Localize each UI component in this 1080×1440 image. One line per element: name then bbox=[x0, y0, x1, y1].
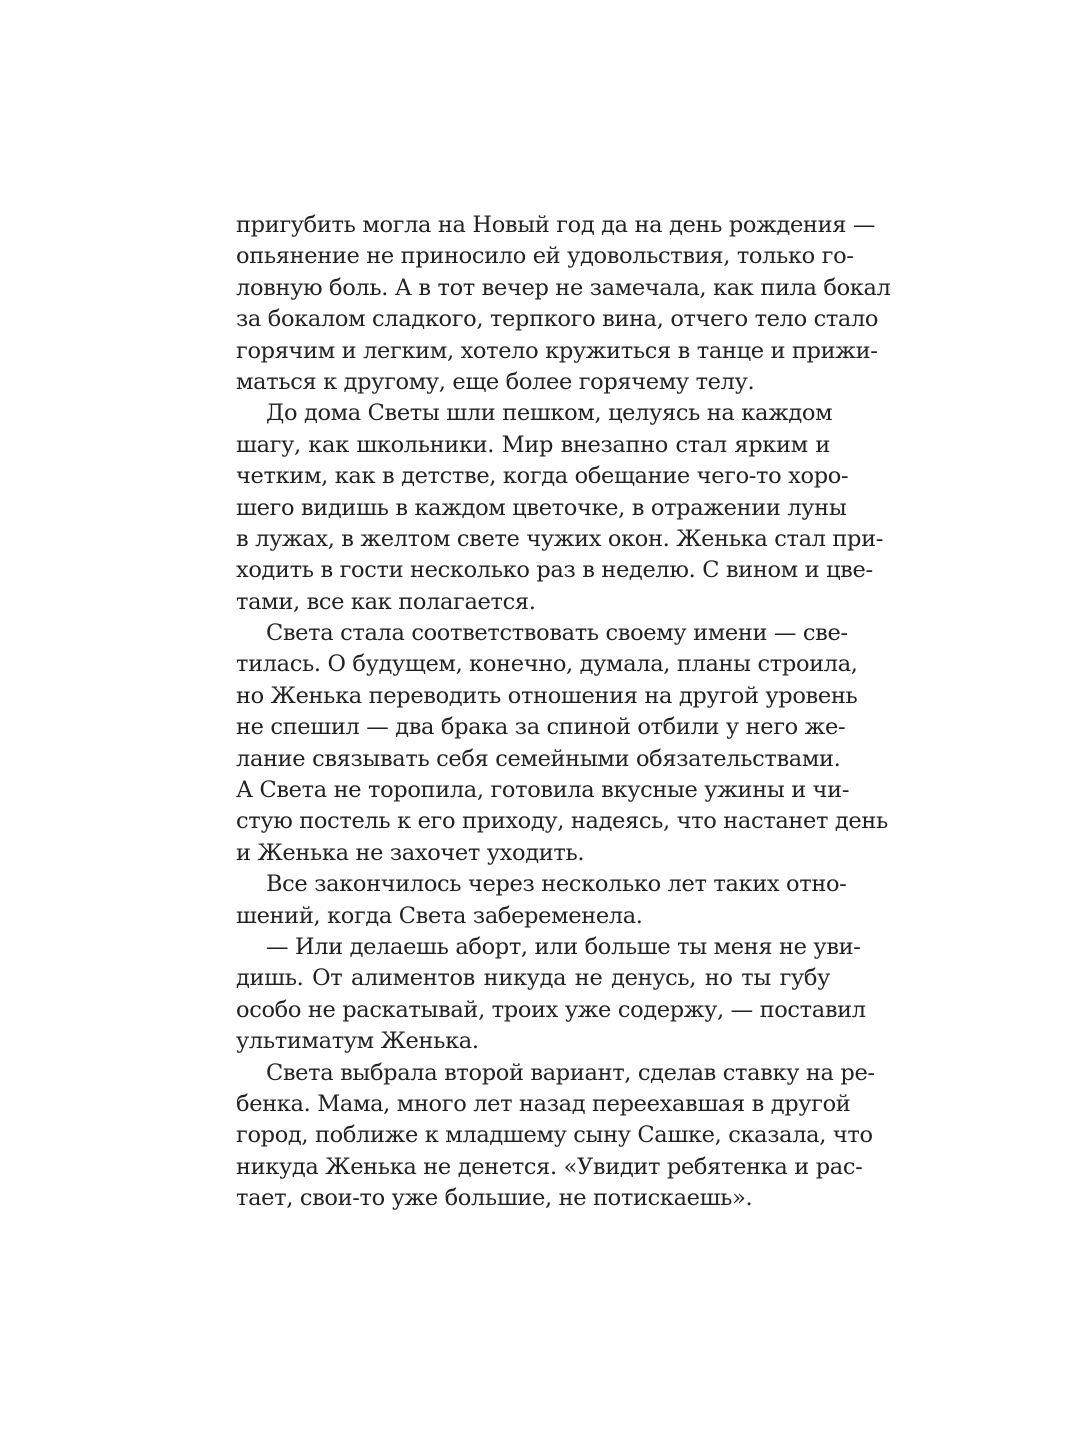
text-line: шагу, как школьники. Мир внезапно стал ярким и bbox=[236, 431, 830, 458]
paragraph bbox=[236, 932, 866, 1058]
text-line: дишь. От алиментов никуда не денусь, но ты губу bbox=[236, 965, 830, 992]
text-line: особо не раскатывай, троих уже содержу, — поставил bbox=[236, 996, 866, 1023]
text-line: — Или делаешь аборт, или больше ты меня не уви- bbox=[266, 933, 861, 960]
text-line: Все закончилось через несколько лет таких отно- bbox=[266, 871, 847, 898]
paragraph bbox=[236, 1058, 875, 1215]
text-line: тает, свои-то уже большие, не потискаешь». bbox=[236, 1185, 753, 1212]
text-line: Света стала соответствовать своему имени — све- bbox=[266, 620, 848, 647]
text-line: город, поближе к младшему сыну Сашке, сказала, что bbox=[236, 1122, 873, 1149]
text-line: ходить в гости несколько раз в неделю. С вином и цве- bbox=[236, 557, 873, 584]
book-page-text bbox=[236, 210, 891, 1215]
text-line: пригубить могла на Новый год да на день рождения — bbox=[236, 212, 876, 238]
paragraph bbox=[236, 618, 888, 869]
text-line: ловную боль. А в тот вечер не замечала, как пила бокал bbox=[236, 274, 891, 301]
paragraph bbox=[236, 869, 847, 932]
text-line: горячим и легким, хотело кружиться в танце и прижи- bbox=[236, 337, 878, 364]
text-line: лание связывать себя семейными обязательствами. bbox=[236, 745, 841, 772]
text-line: но Женька переводить отношения на другой уровень bbox=[236, 682, 858, 709]
text-line: До дома Светы шли пешком, целуясь на каждом bbox=[266, 400, 833, 427]
text-line: опьянение не приносило ей удовольствия, только го- bbox=[236, 243, 854, 270]
text-line: четким, как в детстве, когда обещание чего-то хоро- bbox=[236, 463, 849, 490]
text-line: маться к другому, еще более горячему телу. bbox=[236, 368, 755, 395]
paragraph bbox=[236, 398, 884, 618]
text-line: шего видишь в каждом цветочке, в отражении луны bbox=[236, 494, 847, 521]
text-line: бенка. Мама, много лет назад переехавшая в другой bbox=[236, 1090, 851, 1117]
text-line: шений, когда Света забеременела. bbox=[236, 902, 643, 929]
text-line: стую постель к его приходу, надеясь, что настанет день bbox=[236, 808, 888, 835]
text-line: за бокалом сладкого, терпкого вина, отчего тело стало bbox=[236, 306, 879, 333]
paragraph bbox=[236, 210, 891, 398]
text-line: не спешил — два брака за спиной отбили у него же- bbox=[236, 714, 846, 741]
text-line: тами, все как полагается. bbox=[236, 588, 536, 615]
text-line: Света выбрала второй вариант, сделав ставку на ре- bbox=[266, 1059, 875, 1086]
text-line: А Света не торопила, готовила вкусные ужины и чи- bbox=[236, 777, 850, 804]
text-line: в лужах, в желтом свете чужих окон. Женька стал при- bbox=[236, 525, 884, 552]
text-line: тилась. О будущем, конечно, думала, планы строила, bbox=[236, 651, 858, 678]
text-line: ультиматум Женька. bbox=[236, 1028, 479, 1055]
text-line: и Женька не захочет уходить. bbox=[236, 839, 585, 866]
text-line: никуда Женька не денется. «Увидит ребятенка и рас- bbox=[236, 1153, 863, 1180]
